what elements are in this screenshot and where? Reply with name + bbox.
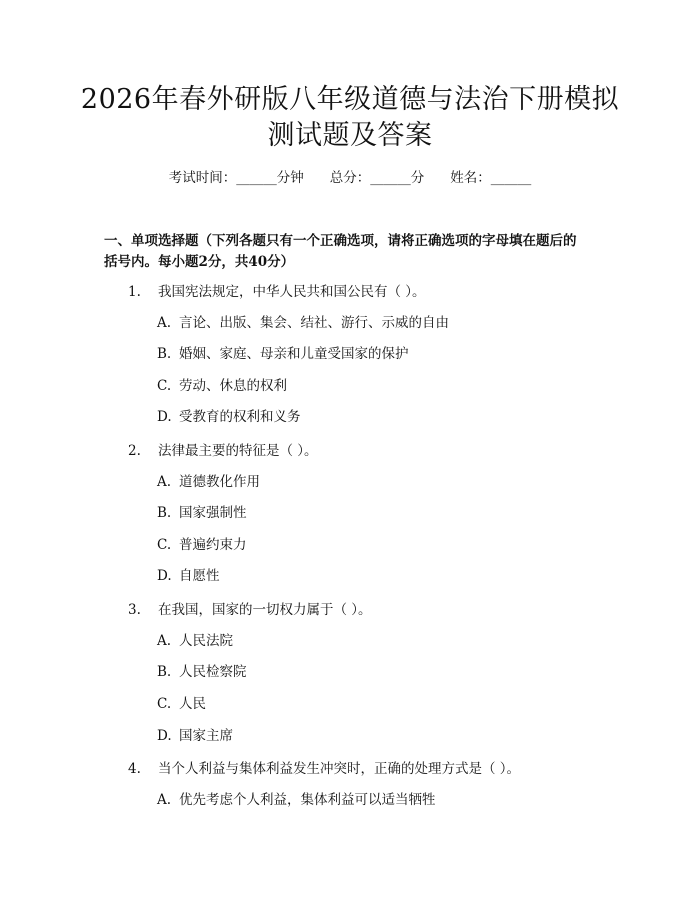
option-2d [157, 567, 220, 585]
option-letter: B. [157, 505, 172, 521]
total-score-label: 总分：______分 [329, 170, 425, 186]
question-3 [128, 601, 372, 619]
option-letter: D. [157, 568, 172, 584]
option-3b [157, 663, 247, 681]
option-text: 普遍约束力 [179, 537, 247, 553]
section-heading-line-2: 括号内。每小题2分，共40分） [104, 254, 295, 270]
question-2 [128, 442, 318, 460]
option-letter: C. [157, 378, 172, 394]
question-4 [128, 760, 520, 778]
question-number: 2. [128, 443, 141, 459]
question-number: 3. [128, 602, 141, 618]
option-2c [157, 536, 247, 554]
option-text: 人民法院 [179, 633, 233, 649]
document-title-line-2: 测试题及答案 [267, 120, 433, 151]
name-label: 姓名：______ [450, 170, 532, 186]
option-letter: B. [157, 346, 172, 362]
section-heading-line-1: 一、单项选择题（下列各题只有一个正确选项，请将正确选项的字母填在题后的 [104, 233, 577, 249]
question-text: 我国宪法规定，中华人民共和国公民有（ ）。 [158, 284, 426, 300]
option-text: 道德教化作用 [179, 474, 260, 490]
option-letter: A. [157, 315, 172, 331]
option-letter: B. [157, 664, 172, 680]
option-text: 人民检察院 [179, 664, 247, 680]
option-1b [157, 345, 409, 363]
option-text: 受教育的权利和义务 [179, 409, 301, 425]
option-letter: D. [157, 728, 172, 744]
question-text: 法律最主要的特征是（ ）。 [158, 443, 318, 459]
option-4a [157, 791, 436, 809]
option-3c [157, 695, 206, 713]
option-text: 国家主席 [179, 728, 233, 744]
option-2b [157, 504, 247, 522]
question-text: 当个人利益与集体利益发生冲突时，正确的处理方式是（ ）。 [158, 761, 521, 777]
option-text: 言论、出版、集会、结社、游行、示威的自由 [179, 315, 449, 331]
option-1c [157, 377, 287, 395]
option-letter: D. [157, 409, 172, 425]
option-3d [157, 727, 233, 745]
exam-time-label: 考试时间：______分钟 [168, 170, 304, 186]
option-text: 自愿性 [179, 568, 220, 584]
question-1 [128, 283, 426, 301]
option-letter: A. [157, 792, 172, 808]
question-number: 4. [128, 761, 141, 777]
option-letter: A. [157, 633, 172, 649]
option-text: 优先考虑个人利益，集体利益可以适当牺牲 [179, 792, 436, 808]
option-text: 婚姻、家庭、母亲和儿童受国家的保护 [179, 346, 409, 362]
option-text: 人民 [179, 696, 206, 712]
option-3a [157, 632, 233, 650]
option-letter: C. [157, 537, 172, 553]
option-text: 国家强制性 [179, 505, 247, 521]
option-1d [157, 408, 301, 426]
question-text: 在我国，国家的一切权力属于（ ）。 [158, 602, 372, 618]
option-2a [157, 473, 260, 491]
option-text: 劳动、休息的权利 [179, 378, 287, 394]
option-letter: C. [157, 696, 172, 712]
exam-info [0, 169, 700, 187]
option-letter: A. [157, 474, 172, 490]
document-title-line-1: 2026年春外研版八年级道德与法治下册模拟 [80, 84, 620, 115]
question-number: 1. [128, 284, 141, 300]
option-1a [157, 314, 449, 332]
